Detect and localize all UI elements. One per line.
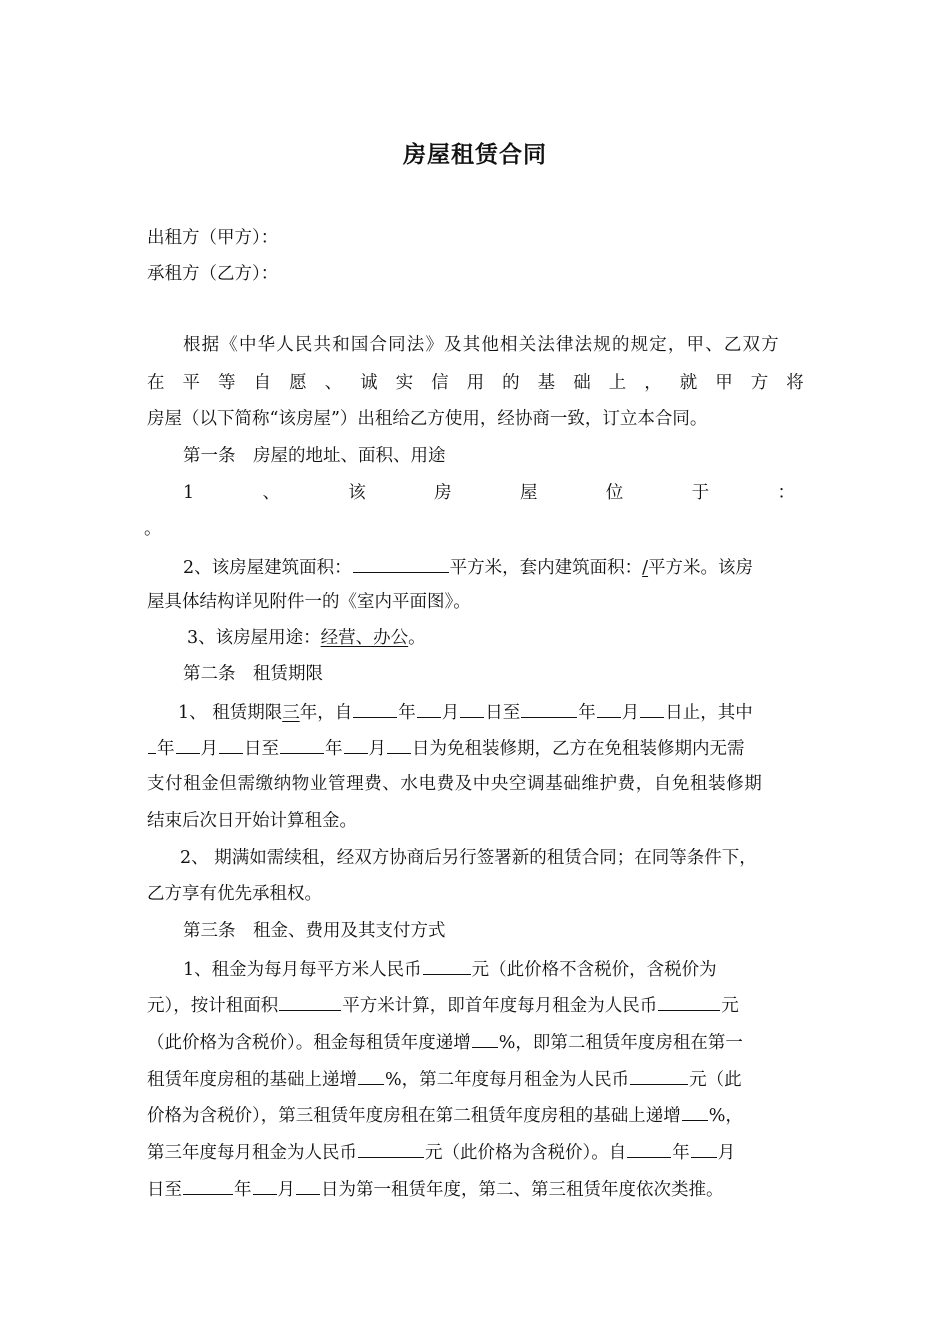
lessee-label: 承租方（乙方）： <box>147 264 279 284</box>
usage-value: 经营、办公 <box>320 628 409 648</box>
article-2-item-1-line-1: 1、 租赁期限三年，自 年 月 日至 年 月 日止，其中 <box>178 700 753 724</box>
article-1-item-3: 3、该房屋用途：经营、办公。 <box>187 628 426 648</box>
article-1-heading: 第一条 房屋的地址、面积、用途 <box>183 446 446 466</box>
article-3-heading: 第三条 租金、费用及其支付方式 <box>183 921 446 941</box>
article-3-line-7: 日至 年 月 日为第一租赁年度，第二、第三租赁年度依次类推。 <box>147 1177 724 1201</box>
article-1-item-1: 1 、 该 房 屋 位 于 ： <box>183 483 795 503</box>
article-3-line-2: 元），按计租面积 平方米计算，即首年度每月租金为人民币 元 <box>147 993 739 1017</box>
building-area-blank <box>353 555 449 573</box>
article-3-line-1: 1、租金为每月每平方米人民币 元（此价格不含税价，含税价为 <box>183 957 717 981</box>
article-2-item-2-line-1: 2、 期满如需续租，经双方协商后另行签署新的租赁合同；在同等条件下， <box>180 848 757 868</box>
article-1-item-1-end: 。 <box>144 519 162 539</box>
article-2-item-1-line-4: 结束后次日开始计算租金。 <box>147 811 357 831</box>
article-1-item-2-line-1: 2、该房屋建筑面积： 平方米，套内建筑面积：/平方米。该房 <box>183 555 753 579</box>
article-2-item-2-line-2: 乙方享有优先承租权。 <box>147 884 322 904</box>
document-title: 房屋租赁合同 <box>403 141 547 168</box>
article-2-item-1-line-2: 年 月 日至 年 月 日为免租装修期，乙方在免租装修期内无需 <box>147 736 745 760</box>
article-1-item-2-line-2: 屋具体结构详见附件一的《室内平面图》。 <box>147 592 471 612</box>
intro-line-1: 根据《中华人民共和国合同法》及其他相关法律法规的规定，甲、乙双方 <box>183 335 780 355</box>
article-3-line-4: 租赁年度房租的基础上递增 %，第二年度每月租金为人民币 元（此 <box>147 1067 742 1091</box>
article-2-item-1-line-3: 支付租金但需缴纳物业管理费、水电费及中央空调基础维护费，自免租装修期 <box>147 774 763 794</box>
article-3-line-6: 第三年度每月租金为人民币 元（此价格为含税价）。自 年 月 <box>147 1140 735 1164</box>
intro-line-2: 在 平 等 自 愿 、 诚 实 信 用 的 基 础 上 ， 就 甲 方 将 <box>147 373 804 393</box>
article-2-heading: 第二条 租赁期限 <box>183 664 323 684</box>
article-3-line-5: 价格为含税价），第三租赁年度房租在第二租赁年度房租的基础上递增 %， <box>147 1103 743 1127</box>
intro-line-3: 房屋（以下简称“该房屋”）出租给乙方使用，经协商一致，订立本合同。 <box>147 409 708 429</box>
lessor-label: 出租方（甲方）： <box>147 228 279 248</box>
inner-area-value: / <box>642 558 649 578</box>
article-3-line-3: （此价格为含税价）。租金每租赁年度递增 %，即第二租赁年度房租在第一 <box>147 1030 743 1054</box>
